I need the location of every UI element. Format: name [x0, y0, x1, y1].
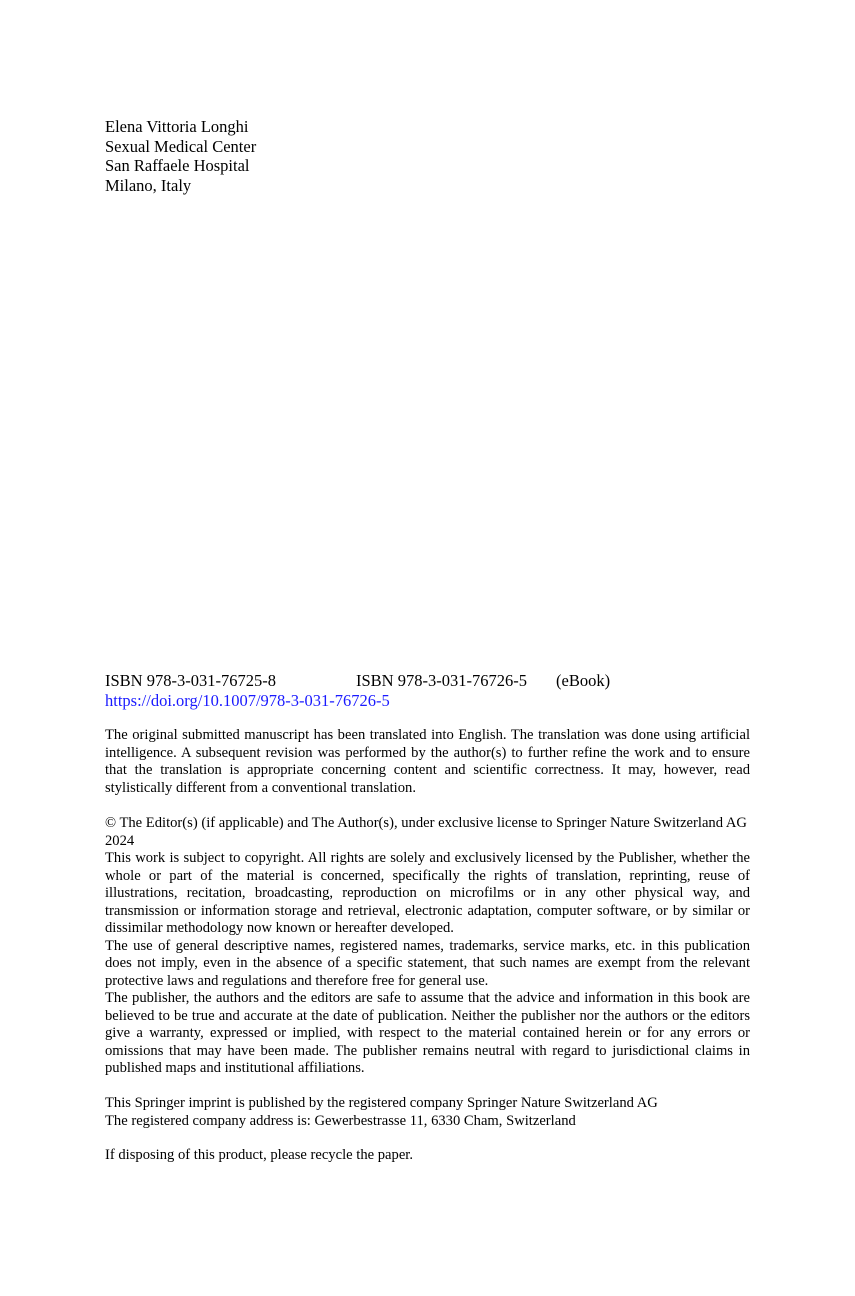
author-affiliation-center: Sexual Medical Center — [105, 136, 257, 156]
translation-note: The original submitted manuscript has been translated into English. The translation was done using artificial intelligence. A subsequent revision was performed by the author(s) to further refine the work and to ensure that the translation is appropriate concerning content and scientific correctness. It may, however, read stylistically different from a conventional translation. — [105, 727, 750, 796]
isbn-block — [105, 671, 610, 710]
recycle-note: If disposing of this product, please recycle the paper. — [105, 1147, 413, 1163]
copyright-rights: This work is subject to copyright. All rights are solely and exclusively licensed by the Publisher, whether the whole or part of the material is concerned, specifically the rights of translation, reprinting, reuse of illustrations, recitation, broadcasting, reproduction on microfilms or in any other physical way, and transmission or information storage and retrieval, electronic adaptation, computer software, or by similar or dissimilar methodology now known or hereafter developed. — [105, 850, 750, 936]
copyright-names: The use of general descriptive names, registered names, trademarks, service marks, etc. in this publication does not imply, even in the absence of a specific statement, that such names are exempt from the relevant protective laws and regulations and therefore free for general use. — [105, 937, 750, 989]
author-name: Elena Vittoria Longhi — [105, 117, 249, 136]
isbn-row — [105, 671, 610, 691]
recycle-block — [105, 1147, 750, 1165]
isbn-ebook: ISBN 978-3-031-76726-5 — [356, 671, 527, 690]
imprint-line-address: The registered company address is: Gewerbestrasse 11, 6330 Cham, Switzerland — [105, 1112, 576, 1129]
copyright-disclaimer: The publisher, the authors and the editors are safe to assume that the advice and information in this book are believed to be true and accurate at the date of publication. Neither the publisher nor the authors or the editors give a warranty, expressed or implied, with respect to the material contained herein or for any errors or omissions that may have been made. The publisher remains neutral with regard to jurisdictional claims in published maps and institutional affiliations. — [105, 990, 750, 1076]
author-affiliation-hospital: San Raffaele Hospital — [105, 156, 250, 176]
imprint-block — [105, 1095, 750, 1130]
isbn-ebook-label: (eBook) — [556, 671, 611, 690]
author-address-block — [105, 117, 256, 195]
copyright-notice: © The Editor(s) (if applicable) and The Author(s), under exclusive license to Springer Nature Switzerland AG 2024 — [105, 815, 747, 849]
imprint-line-publisher: This Springer imprint is published by the registered company Springer Nature Switzerland AG — [105, 1095, 658, 1111]
translation-note-block — [105, 727, 750, 797]
author-location: Milano, Italy — [105, 175, 192, 195]
isbn-print: ISBN 978-3-031-76725-8 — [105, 671, 276, 690]
doi-link[interactable]: https://doi.org/10.1007/978-3-031-76726-5 — [105, 690, 390, 710]
copyright-block — [105, 815, 750, 1078]
